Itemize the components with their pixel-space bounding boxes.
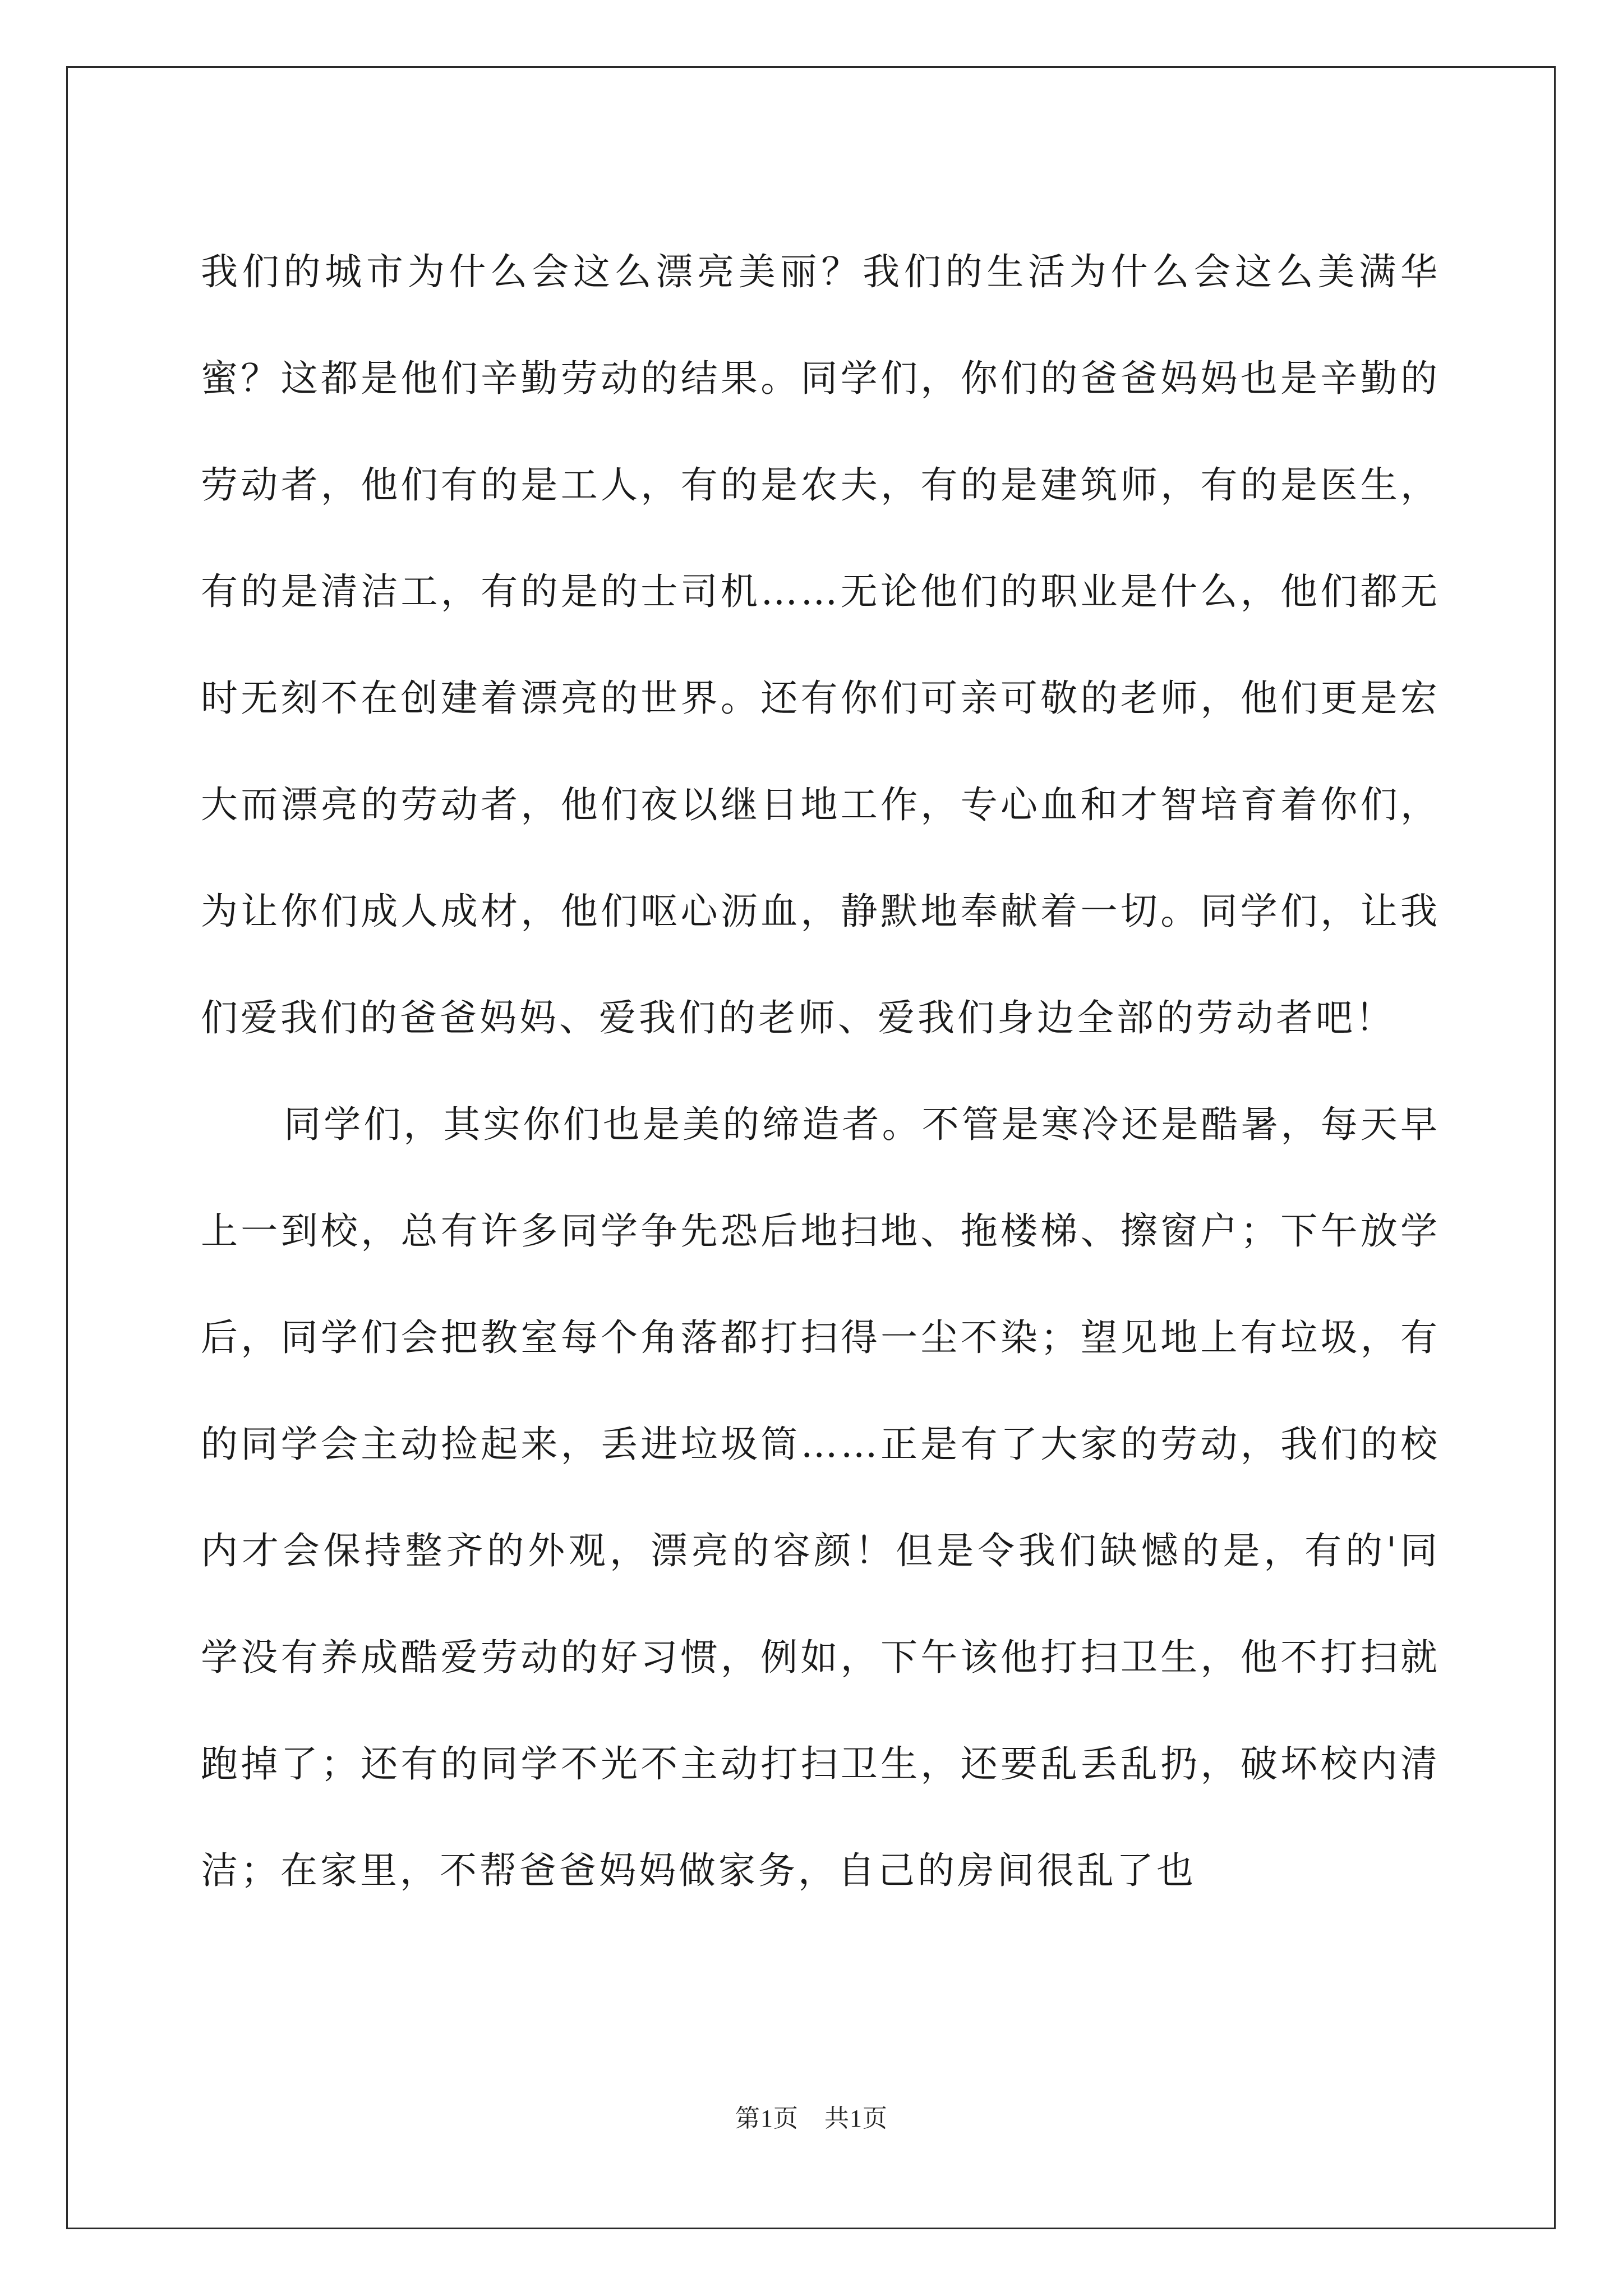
page-total: 共1页 [824,2105,888,2132]
document-body [201,219,1440,1924]
paragraph-2: 同学们，其实你们也是美的缔造者。不管是寒冷还是酷暑，每天早上一到校，总有许多同学争先恐后地扫地、拖楼梯、擦窗户；下午放学后，同学们会把教室每个角落都打扫得一尘不染；望见地上有垃圾，有的同学会主动捡起来，丢进垃圾筒……正是有了大家的劳动，我们的校内才会保持整齐的外观，漂亮的容颜！但是令我们缺憾的是，有的'同学没有养成酷爱劳动的好习惯，例如，下午该他打扫卫生，他不打扫就跑掉了；还有的同学不光不主动打扫卫生，还要乱丢乱扔，破坏校内清洁；在家里，不帮爸爸妈妈做家务，自己的房间很乱了也 [201,1103,1440,1892]
page-footer [0,2098,1623,2134]
paragraph-1: 我们的城市为什么会这么漂亮美丽？我们的生活为什么会这么美满华蜜？这都是他们辛勤劳动的结果。同学们，你们的爸爸妈妈也是辛勤的劳动者，他们有的是工人，有的是农夫，有的是建筑师，有的是医生，有的是清洁工，有的是的士司机……无论他们的职业是什么，他们都无时无刻不在创建着漂亮的世界。还有你们可亲可敬的老师，他们更是宏大而漂亮的劳动者，他们夜以继日地工作，专心血和才智培育着你们，为让你们成人成材，他们呕心沥血，静默地奉献着一切。同学们，让我们爱我们的爸爸妈妈、爱我们的老师、爱我们身边全部的劳动者吧！ [201,250,1440,1039]
page-number: 第1页 [735,2105,799,2132]
